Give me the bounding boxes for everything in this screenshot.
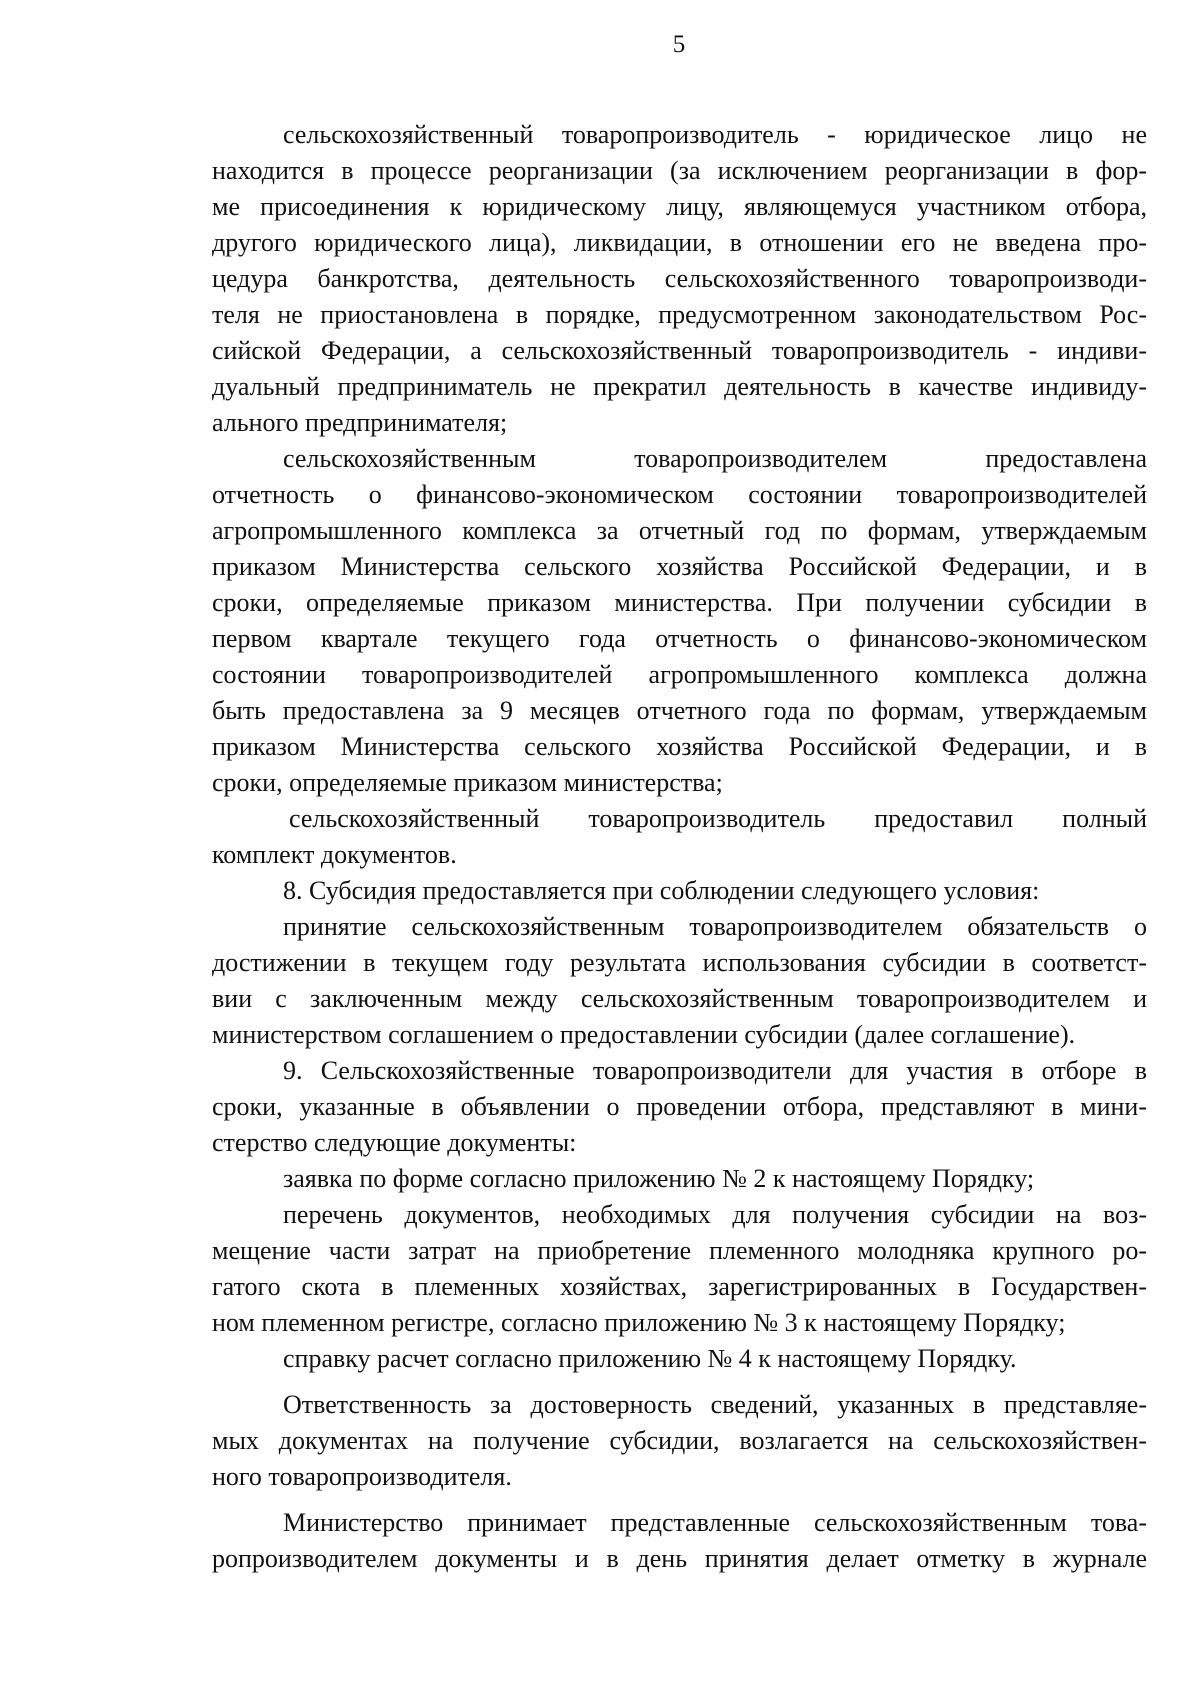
paragraph-gap xyxy=(212,1495,1147,1505)
text-line: ального предпринимателя; xyxy=(212,408,508,437)
text-line: теля не приостановлена в порядке, предусмотренном законодательством Рос- xyxy=(212,300,1147,329)
paragraph-gap xyxy=(212,1377,1147,1387)
text-line: ного товаропроизводителя. xyxy=(212,1462,512,1491)
paragraph-ministry-accepts xyxy=(212,1505,1147,1577)
paragraph-not-in-reorganization xyxy=(212,117,1147,441)
text-line: состоянии товаропроизводителей агропромышленного комплекса должна xyxy=(212,660,1147,689)
paragraph-responsibility xyxy=(212,1387,1147,1495)
text-line: сроки, указанные в объявлении о проведении отбора, представляют в мини- xyxy=(212,1092,1147,1121)
text-line: сийской Федерации, а сельскохозяйственный товаропроизводитель - индиви- xyxy=(212,336,1147,365)
text-line: ропроизводителем документы и в день принятия делает отметку в журнале xyxy=(212,1544,1147,1573)
document-body xyxy=(212,117,1147,1577)
text-line: другого юридического лица), ликвидации, в отношении его не введена про- xyxy=(212,228,1147,257)
text-line: быть предоставлена за 9 месяцев отчетного года по формам, утверждаемым xyxy=(212,696,1147,725)
text-line: сельскохозяйственный товаропроизводитель - юридическое лицо не xyxy=(283,120,1147,149)
paragraph-documents-list xyxy=(212,1197,1147,1341)
text-line: сроки, определяемые приказом министерства. При получении субсидии в xyxy=(212,588,1147,617)
text-line: отчетность о финансово-экономическом состоянии товаропроизводителей xyxy=(212,480,1147,509)
text-line: 8. Субсидия предоставляется при соблюдении следующего условия: xyxy=(283,876,1040,905)
text-line: сельскохозяйственный товаропроизводитель предоставил полный xyxy=(289,804,1147,833)
text-line: ном племенном регистре, согласно приложению № 3 к настоящему Порядку; xyxy=(212,1308,1066,1337)
text-line: принятие сельскохозяйственным товаропроизводителем обязательств о xyxy=(283,912,1147,941)
text-line: сроки, определяемые приказом министерства; xyxy=(212,768,723,797)
text-line: находится в процессе реорганизации (за исключением реорганизации в фор- xyxy=(212,156,1147,185)
paragraph-calculation xyxy=(212,1341,1147,1377)
page-number: 5 xyxy=(672,31,686,58)
text-line: 9. Сельскохозяйственные товаропроизводители для участия в отборе в xyxy=(283,1056,1147,1085)
text-line: Министерство принимает представленные сельскохозяйственным това- xyxy=(283,1508,1147,1537)
text-line: ме присоединения к юридическому лицу, являющемуся участником отбора, xyxy=(212,192,1147,221)
paragraph-obligations xyxy=(212,909,1147,1053)
text-line: гатого скота в племенных хозяйствах, зарегистрированных в Государствен- xyxy=(212,1272,1147,1301)
text-line: сельскохозяйственным товаропроизводителем предоставлена xyxy=(283,444,1147,473)
text-line: Ответственность за достоверность сведений, указанных в представляе- xyxy=(283,1390,1147,1419)
paragraph-complete-documents xyxy=(212,801,1147,873)
text-line: министерством соглашением о предоставлении субсидии (далее соглашение). xyxy=(212,1020,1076,1049)
text-line: комплект документов. xyxy=(212,840,457,869)
text-line: приказом Министерства сельского хозяйства Российской Федерации, и в xyxy=(212,732,1147,761)
text-line: справку расчет согласно приложению № 4 к настоящему Порядку. xyxy=(283,1344,1017,1373)
text-line: заявка по форме согласно приложению № 2 к настоящему Порядку; xyxy=(283,1164,1035,1193)
text-line: агропромышленного комплекса за отчетный год по формам, утверждаемым xyxy=(212,516,1147,545)
paragraph-reporting xyxy=(212,441,1147,801)
text-line: мых документах на получение субсидии, возлагается на сельскохозяйствен- xyxy=(212,1426,1147,1455)
text-line: дуальный предприниматель не прекратил деятельность в качестве индивиду- xyxy=(212,372,1147,401)
paragraph-application-form xyxy=(212,1161,1147,1197)
paragraph-clause-9 xyxy=(212,1053,1147,1161)
paragraph-clause-8 xyxy=(212,873,1147,909)
text-line: стерство следующие документы: xyxy=(212,1128,577,1157)
text-line: достижении в текущем году результата использования субсидии в соответст- xyxy=(212,948,1147,977)
text-line: первом квартале текущего года отчетность о финансово-экономическом xyxy=(212,624,1147,653)
text-line: мещение части затрат на приобретение племенного молодняка крупного ро- xyxy=(212,1236,1147,1265)
text-line: приказом Министерства сельского хозяйства Российской Федерации, и в xyxy=(212,552,1147,581)
text-line: вии с заключенным между сельскохозяйственным товаропроизводителем и xyxy=(212,984,1147,1013)
text-line: перечень документов, необходимых для получения субсидии на воз- xyxy=(283,1200,1147,1229)
text-line: цедура банкротства, деятельность сельскохозяйственного товаропроизводи- xyxy=(212,264,1147,293)
